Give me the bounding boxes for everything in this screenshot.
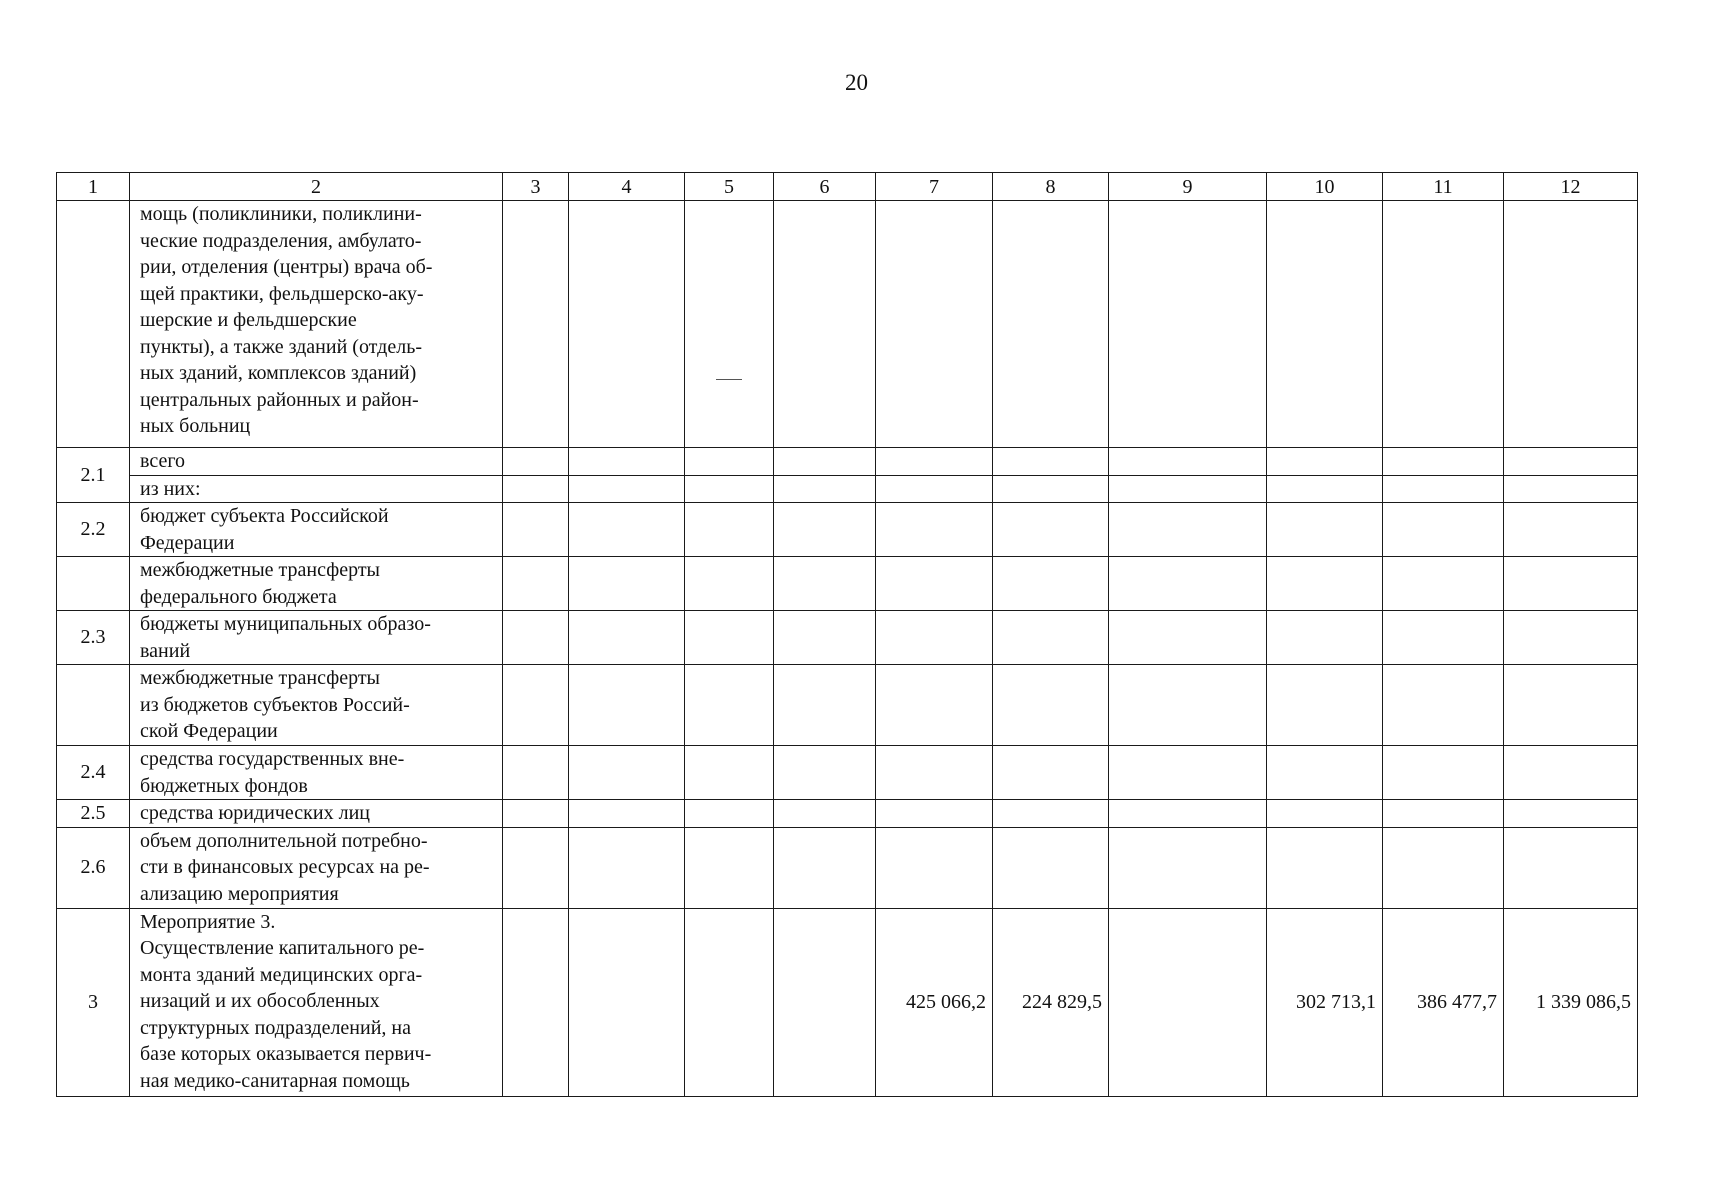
cell-col9 [1109, 503, 1267, 557]
cell-col10 [1267, 503, 1383, 557]
cell-col12 [1504, 611, 1638, 665]
cell-col11 [1383, 475, 1504, 503]
cell-col5 [685, 908, 774, 1096]
cell-col6 [774, 665, 876, 746]
row-description: межбюджетные трансферты федерального бюджета [130, 557, 503, 611]
cell-col10 [1267, 475, 1383, 503]
cell-col11-amount: 386 477,7 [1383, 908, 1504, 1096]
row-code: 2.2 [57, 503, 130, 557]
column-header: 12 [1504, 173, 1638, 201]
cell-col6 [774, 557, 876, 611]
row-description: мощь (поликлиники, поликлини- ческие подразделения, амбулато- рии, отделения (центры) врача об- щей практики, фельдшерско-аку- шерские и фельдшерские пункты), а также зданий (отдель- ных зданий, комплексов зданий) центральных районных и район- ных больниц [130, 201, 503, 448]
cell-col8 [993, 503, 1109, 557]
cell-col10 [1267, 800, 1383, 828]
row-code [57, 201, 130, 448]
cell-col12-amount: 1 339 086,5 [1504, 908, 1638, 1096]
cell-col9 [1109, 800, 1267, 828]
row-code: 2.1 [57, 448, 130, 503]
cell-col9 [1109, 827, 1267, 908]
cell-col11 [1383, 557, 1504, 611]
cell-col10 [1267, 448, 1383, 476]
cell-col6 [774, 503, 876, 557]
column-header: 6 [774, 173, 876, 201]
cell-col3 [503, 665, 569, 746]
cell-col7 [876, 800, 993, 828]
cell-col6 [774, 746, 876, 800]
row-code: 2.5 [57, 800, 130, 828]
cell-col12 [1504, 827, 1638, 908]
cell-col4 [569, 503, 685, 557]
cell-col4 [569, 475, 685, 503]
cell-col11 [1383, 611, 1504, 665]
cell-col9 [1109, 746, 1267, 800]
cell-col7 [876, 746, 993, 800]
cell-col8 [993, 800, 1109, 828]
cell-col11 [1383, 201, 1504, 448]
row-description: средства юридических лиц [130, 800, 503, 828]
cell-col8-amount: 224 829,5 [993, 908, 1109, 1096]
cell-col9 [1109, 201, 1267, 448]
cell-col3 [503, 201, 569, 448]
row-code [57, 665, 130, 746]
cell-col6 [774, 611, 876, 665]
cell-col3 [503, 800, 569, 828]
cell-col5 [685, 475, 774, 503]
cell-col5 [685, 665, 774, 746]
table-row [57, 557, 1638, 611]
cell-col10 [1267, 201, 1383, 448]
row-description: из них: [130, 475, 503, 503]
cell-col8 [993, 201, 1109, 448]
cell-col8 [993, 448, 1109, 476]
cell-col10 [1267, 611, 1383, 665]
cell-col10-amount: 302 713,1 [1267, 908, 1383, 1096]
cell-col5 [685, 800, 774, 828]
cell-col7 [876, 448, 993, 476]
cell-col3 [503, 475, 569, 503]
cell-col11 [1383, 448, 1504, 476]
table-row [57, 448, 1638, 476]
column-header: 5 [685, 173, 774, 201]
row-code: 2.6 [57, 827, 130, 908]
cell-col6 [774, 201, 876, 448]
cell-col12 [1504, 201, 1638, 448]
cell-col3 [503, 746, 569, 800]
cell-col4 [569, 665, 685, 746]
cell-col6 [774, 908, 876, 1096]
cell-col8 [993, 665, 1109, 746]
row-code: 2.3 [57, 611, 130, 665]
cell-col5 [685, 557, 774, 611]
dash-mark [716, 379, 742, 380]
cell-col8 [993, 827, 1109, 908]
cell-col12 [1504, 448, 1638, 476]
column-header: 9 [1109, 173, 1267, 201]
cell-col9 [1109, 475, 1267, 503]
cell-col11 [1383, 800, 1504, 828]
row-code [57, 557, 130, 611]
column-header: 4 [569, 173, 685, 201]
cell-col12 [1504, 800, 1638, 828]
column-header: 3 [503, 173, 569, 201]
cell-col8 [993, 557, 1109, 611]
cell-col11 [1383, 503, 1504, 557]
cell-col4 [569, 827, 685, 908]
row-description: всего [130, 448, 503, 476]
cell-col12 [1504, 475, 1638, 503]
table-row [57, 827, 1638, 908]
cell-col9 [1109, 557, 1267, 611]
cell-col3 [503, 503, 569, 557]
cell-col9 [1109, 611, 1267, 665]
cell-col12 [1504, 557, 1638, 611]
column-header: 10 [1267, 173, 1383, 201]
cell-col12 [1504, 665, 1638, 746]
cell-col7-amount: 425 066,2 [876, 908, 993, 1096]
cell-col5 [685, 503, 774, 557]
cell-col7 [876, 827, 993, 908]
cell-col4 [569, 201, 685, 448]
cell-col11 [1383, 665, 1504, 746]
cell-col10 [1267, 557, 1383, 611]
table-row [57, 201, 1638, 448]
cell-col3 [503, 557, 569, 611]
cell-col7 [876, 201, 993, 448]
cell-col7 [876, 557, 993, 611]
cell-col4 [569, 746, 685, 800]
cell-col3 [503, 827, 569, 908]
column-header: 7 [876, 173, 993, 201]
cell-col8 [993, 611, 1109, 665]
table-row [57, 908, 1638, 1096]
cell-col6 [774, 827, 876, 908]
cell-col6 [774, 800, 876, 828]
cell-col6 [774, 448, 876, 476]
column-header: 11 [1383, 173, 1504, 201]
row-description: бюджеты муниципальных образо- ваний [130, 611, 503, 665]
cell-col7 [876, 475, 993, 503]
cell-col12 [1504, 746, 1638, 800]
table-row [57, 800, 1638, 828]
cell-col4 [569, 611, 685, 665]
cell-col5 [685, 827, 774, 908]
cell-col10 [1267, 746, 1383, 800]
page-number: 20 [845, 70, 868, 95]
column-header: 8 [993, 173, 1109, 201]
cell-col5 [685, 448, 774, 476]
cell-col7 [876, 503, 993, 557]
cell-col3 [503, 448, 569, 476]
cell-col3 [503, 611, 569, 665]
row-description: бюджет субъекта Российской Федерации [130, 503, 503, 557]
cell-col7 [876, 611, 993, 665]
row-description: средства государственных вне- бюджетных фондов [130, 746, 503, 800]
cell-col8 [993, 475, 1109, 503]
column-header: 1 [57, 173, 130, 201]
row-description: объем дополнительной потребно- сти в финансовых ресурсах на ре- ализацию мероприятия [130, 827, 503, 908]
cell-col9 [1109, 908, 1267, 1096]
cell-col9 [1109, 665, 1267, 746]
cell-col5 [685, 611, 774, 665]
row-description: Мероприятие 3. Осуществление капитального ре- монта зданий медицинских орга- низаций и их обособленных структурных подразделений, на базе которых оказывается первич- ная медико-санитарная помощь [130, 908, 503, 1096]
cell-col4 [569, 800, 685, 828]
cell-col11 [1383, 746, 1504, 800]
cell-col12 [1504, 503, 1638, 557]
cell-col5 [685, 201, 774, 448]
column-header: 2 [130, 173, 503, 201]
cell-col5 [685, 746, 774, 800]
cell-col11 [1383, 827, 1504, 908]
cell-col7 [876, 665, 993, 746]
table-row [57, 503, 1638, 557]
table-row [57, 665, 1638, 746]
column-number-header-row [57, 173, 1638, 201]
cell-col4 [569, 557, 685, 611]
row-description: межбюджетные трансферты из бюджетов субъектов Россий- ской Федерации [130, 665, 503, 746]
table-row [57, 746, 1638, 800]
cell-col4 [569, 448, 685, 476]
cell-col3 [503, 908, 569, 1096]
row-code: 2.4 [57, 746, 130, 800]
cell-col8 [993, 746, 1109, 800]
cell-col10 [1267, 827, 1383, 908]
budget-table [56, 172, 1638, 1097]
cell-col10 [1267, 665, 1383, 746]
cell-col4 [569, 908, 685, 1096]
cell-col9 [1109, 448, 1267, 476]
row-code: 3 [57, 908, 130, 1096]
table-row [57, 475, 1638, 503]
cell-col6 [774, 475, 876, 503]
table-row [57, 611, 1638, 665]
